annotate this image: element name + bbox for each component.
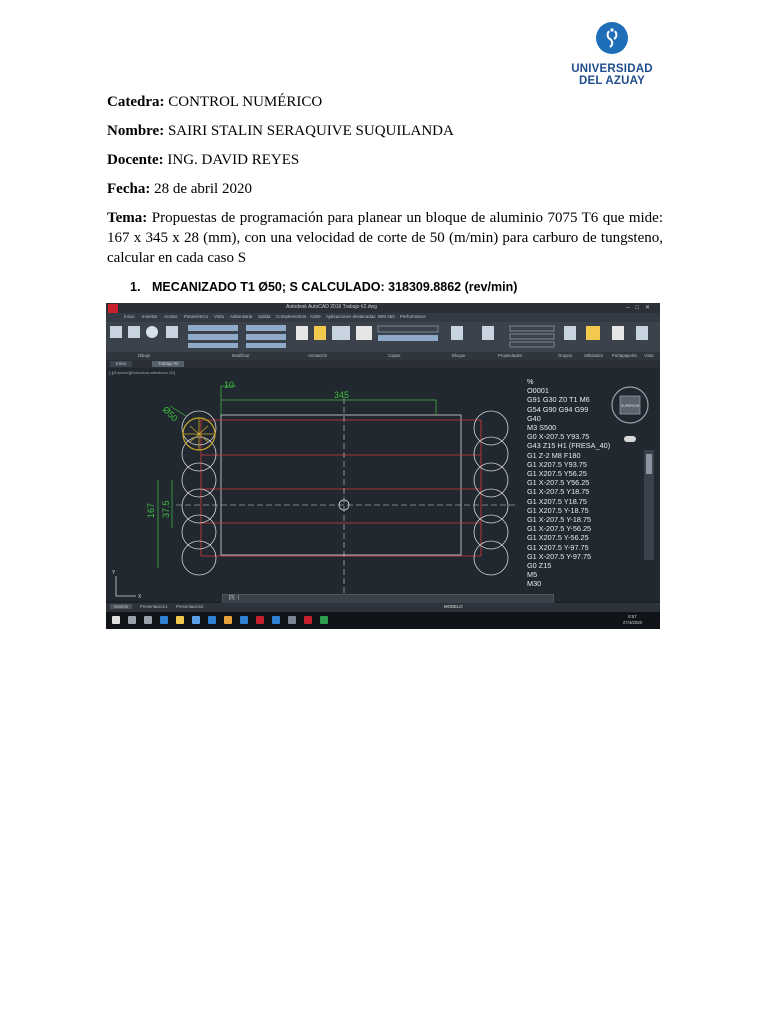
tab-parametrico[interactable]: Paramétrico (184, 314, 209, 319)
app-icon-1[interactable] (272, 616, 280, 624)
panel-label-vista[interactable]: Vista (644, 353, 654, 358)
gcode-line: G1 Z-2 M8 F180 (527, 450, 581, 460)
tab-inicio[interactable]: Inicio (124, 314, 135, 319)
app-icon-3[interactable] (304, 616, 312, 624)
tab-aplicaciones[interactable]: Aplicaciones destacadas (326, 314, 376, 319)
docente-label: Docente: (107, 152, 164, 168)
windows-taskbar (106, 612, 660, 629)
svg-text:Y: Y (112, 570, 116, 576)
fecha-value: 28 de abril 2020 (154, 181, 252, 197)
ribbon-panel-labels (106, 352, 660, 360)
gcode-line: G40 (527, 413, 541, 423)
dim-345: 345 (334, 390, 350, 400)
title-bar (106, 303, 660, 313)
field-docente (107, 150, 299, 170)
nav-cube-label: SUPERIOR (620, 404, 640, 408)
gcode-line: G91 G30 Z0 T1 M6 (527, 395, 590, 405)
taskbar-clock (623, 614, 642, 626)
tab-bim360[interactable]: BIM 360 (378, 314, 395, 319)
university-logo (566, 22, 658, 92)
dim-37-5: 37.5 (161, 500, 171, 518)
gcode-line: G1 X207.5 Y-18.75 (527, 505, 589, 515)
tema-label: Tema: (107, 210, 148, 226)
nombre-value: SAIRI STALIN SERAQUIVE SUQUILANDA (167, 123, 454, 139)
gcode-line: G1 X-207.5 Y-18.75 (527, 515, 592, 525)
panel-label-propiedades[interactable]: Propiedades (498, 353, 523, 358)
docente-value: ING. DAVID REYES (167, 152, 300, 168)
field-fecha (107, 179, 252, 199)
section-number: 1. (130, 280, 141, 294)
autocad-taskbar-icon[interactable] (256, 616, 264, 624)
mail-icon[interactable] (208, 616, 216, 624)
clock-time: 8:57 (628, 614, 637, 619)
gcode-line: % (527, 377, 534, 386)
task-view-icon[interactable] (144, 616, 152, 624)
gcode-line: G1 X-207.5 Y-97.75 (527, 551, 592, 561)
dim-167: 167 (146, 502, 156, 518)
clock-date: 27/4/2020 (622, 620, 642, 625)
tab-administrar[interactable]: Administrar (230, 314, 253, 319)
gcode-line: G1 X207.5 Y18.75 (527, 496, 587, 506)
gcode-line: G1 X-207.5 Y18.75 (527, 487, 590, 497)
tema-value: Propuestas de programación para planear un bloque de aluminio 7075 T6 que mide: 167 x 345 x 28 (mm), con una velocidad de corte de 50 (m/min) para carburo de tungsteno, calcular en cada caso S (107, 210, 664, 266)
section-heading (130, 280, 517, 294)
gcode-line: G43 Z15 H1 (FRESA_40) (527, 441, 611, 451)
gcode-line: G1 X207.5 Y56.25 (527, 469, 587, 479)
svg-text:X: X (138, 594, 142, 600)
catedra-label: Catedra: (107, 94, 165, 110)
gcode-line: G1 X-207.5 Y56.25 (527, 478, 590, 488)
search-icon[interactable] (128, 616, 136, 624)
gcode-line: G1 X207.5 Y-56.25 (527, 533, 589, 543)
logo-line-2: DEL AZUAY (579, 75, 645, 87)
gcode-line: G1 X207.5 Y93.75 (527, 459, 587, 469)
viewport-label: [-][Superior][Estructura alámbrica 2D] (109, 370, 176, 375)
gcode-line: G1 X207.5 Y-97.75 (527, 542, 589, 552)
panel-label-bloque[interactable]: Bloque (452, 353, 466, 358)
layout-tab-presentacion1[interactable]: Presentación1 (140, 604, 168, 609)
gcode-line: G54 G90 G94 G99 (527, 404, 589, 414)
window-controls[interactable]: –□✕ (626, 305, 656, 311)
panel-label-grupos[interactable]: Grupos (558, 353, 573, 358)
edge-icon[interactable] (160, 616, 168, 624)
doc-tab-trabajo[interactable]: Trabajo #2 (152, 361, 184, 367)
dim-10: 10 (224, 380, 235, 390)
tab-performance[interactable]: Performance (400, 314, 426, 319)
university-emblem-icon (596, 22, 628, 54)
panel-label-capas[interactable]: Capas (388, 353, 401, 358)
gcode-line: M5 (527, 570, 538, 580)
autocad-screenshot (106, 303, 660, 629)
status-bar (106, 603, 660, 612)
catedra-value: CONTROL NUMÉRICO (168, 94, 323, 110)
doc-tab-inicio[interactable]: Inicio (110, 361, 132, 367)
fecha-label: Fecha: (107, 181, 151, 197)
gcode-listing (527, 377, 637, 589)
logo-line-1: UNIVERSIDAD (571, 63, 653, 75)
gcode-line: G1 X-207.5 Y-56.25 (527, 524, 592, 534)
word-icon[interactable] (240, 616, 248, 624)
nombre-label: Nombre: (107, 123, 165, 139)
drawing-viewport[interactable] (106, 368, 660, 601)
field-nombre (107, 121, 454, 141)
gcode-line: M3 S500 (527, 423, 557, 433)
autocad-logo-icon (108, 304, 118, 313)
panel-label-portapapeles[interactable]: Portapapeles (612, 353, 638, 358)
tab-anotar[interactable]: Anotar (164, 314, 178, 319)
layout-tab-presentacion2[interactable]: Presentación2 (176, 604, 204, 609)
dim-diameter: Ø50 (160, 404, 180, 424)
command-prompt: [0] ·| (229, 595, 239, 601)
store-icon[interactable] (192, 616, 200, 624)
panel-label-utilidades[interactable]: Utilidades (584, 353, 603, 358)
explorer-icon[interactable] (176, 616, 184, 624)
tema-paragraph (107, 208, 663, 268)
layout-tab-modelo[interactable]: Modelo (110, 604, 132, 609)
panel-label-dibujo[interactable]: Dibujo (138, 353, 151, 358)
tab-a360[interactable]: A360 (310, 314, 321, 319)
panel-label-modificar[interactable]: Modificar (232, 353, 250, 358)
window-title: Autodesk AutoCAD 2016 Trabajo #2.dwg (286, 304, 377, 310)
start-icon[interactable] (112, 616, 120, 624)
chrome-icon[interactable] (224, 616, 232, 624)
gcode-line: G0 Z15 (527, 561, 552, 571)
section-title: MECANIZADO T1 Ø50; S CALCULADO: 318309.8862 (rev/min) (152, 280, 518, 294)
status-mode[interactable]: MODELO (444, 604, 463, 609)
field-catedra (107, 92, 322, 112)
excel-icon[interactable] (320, 616, 328, 624)
app-icon-2[interactable] (288, 616, 296, 624)
tab-insertar[interactable]: Insertar (142, 314, 158, 319)
tab-complementos[interactable]: Complementos (276, 314, 307, 319)
document-tabs (106, 360, 660, 368)
tab-salida[interactable]: Salida (258, 314, 271, 319)
gcode-line: M30 (527, 579, 542, 589)
ribbon-tools-icon[interactable] (106, 322, 660, 352)
ribbon-tabs (106, 313, 660, 322)
tab-vista[interactable]: Vista (214, 314, 224, 319)
gcode-line: G0 X-207.5 Y93.75 (527, 432, 590, 442)
gcode-line: O0001 (527, 386, 549, 396)
panel-label-anotacion[interactable]: Anotación (308, 353, 328, 358)
